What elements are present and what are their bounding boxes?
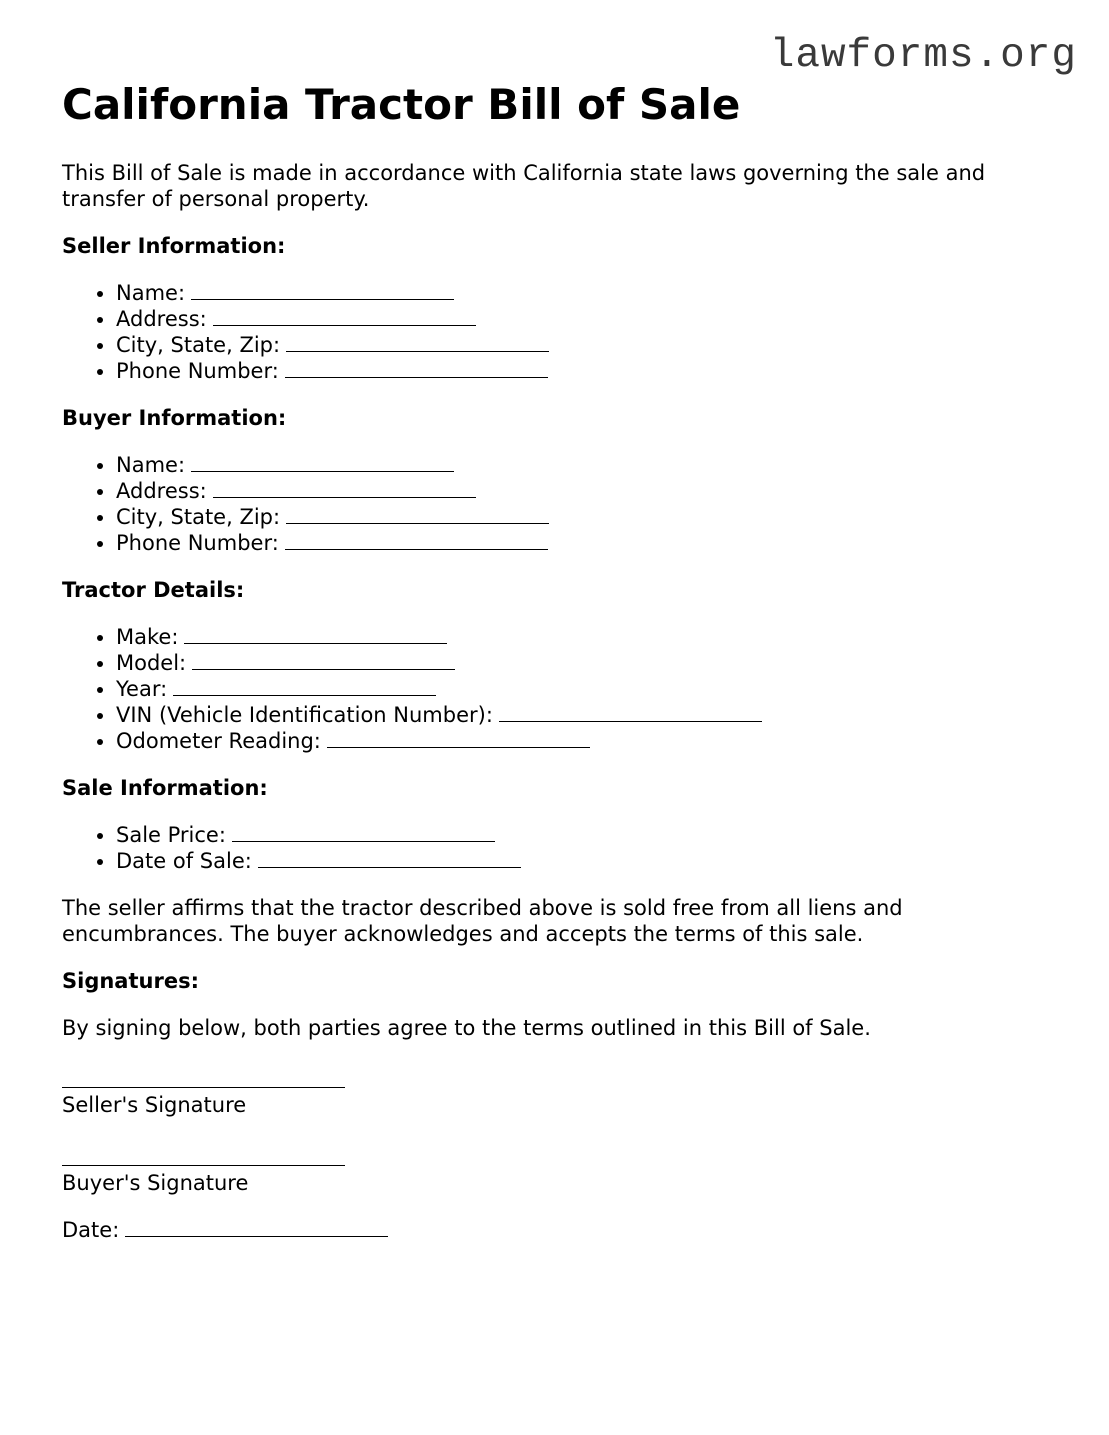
- document-page: [62, 78, 1062, 1243]
- signatures-heading: Signatures:: [62, 969, 199, 993]
- list-item: [116, 624, 1062, 650]
- tractor-heading: Tractor Details:: [62, 578, 245, 602]
- field-label: Year:: [116, 677, 168, 701]
- list-item: [116, 504, 1062, 530]
- buyer-heading: Buyer Information:: [62, 406, 287, 430]
- signatures-intro: By signing below, both parties agree to the terms outlined in this Bill of Sale.: [62, 1016, 871, 1040]
- seller-signature-block: [62, 1087, 1062, 1118]
- list-item: [116, 358, 1062, 384]
- seller-city-state-zip-blank[interactable]: [286, 333, 549, 352]
- field-label: Address:: [116, 479, 207, 503]
- list-item: [116, 452, 1062, 478]
- field-label: Date of Sale:: [116, 849, 252, 873]
- list-item: [116, 676, 1062, 702]
- date-label: Date:: [62, 1218, 120, 1242]
- field-label: Name:: [116, 281, 186, 305]
- seller-address-blank[interactable]: [213, 307, 476, 326]
- signature-date-row: [62, 1217, 1062, 1243]
- tractor-odometer-blank[interactable]: [327, 729, 590, 748]
- buyer-phone-blank[interactable]: [285, 531, 548, 550]
- seller-name-blank[interactable]: [191, 281, 454, 300]
- signature-date-blank[interactable]: [125, 1218, 388, 1237]
- site-watermark: lawforms.org: [769, 33, 1077, 79]
- intro-paragraph: This Bill of Sale is made in accordance with California state laws governing the sale and transfer of personal property.: [62, 161, 986, 211]
- list-item: [116, 848, 1062, 874]
- buyer-signature-label: Buyer's Signature: [62, 1171, 249, 1195]
- seller-phone-blank[interactable]: [285, 359, 548, 378]
- tractor-vin-blank[interactable]: [499, 703, 762, 722]
- buyer-address-blank[interactable]: [213, 479, 476, 498]
- seller-signature-label: Seller's Signature: [62, 1093, 247, 1117]
- seller-signature-line[interactable]: [62, 1087, 345, 1088]
- buyer-signature-line[interactable]: [62, 1165, 345, 1166]
- field-label: Address:: [116, 307, 207, 331]
- field-label: City, State, Zip:: [116, 333, 281, 357]
- field-label: Phone Number:: [116, 359, 279, 383]
- sale-date-blank[interactable]: [258, 849, 521, 868]
- list-item: [116, 728, 1062, 754]
- field-label: VIN (Vehicle Identification Number):: [116, 703, 493, 727]
- sale-price-blank[interactable]: [232, 823, 495, 842]
- buyer-name-blank[interactable]: [191, 453, 454, 472]
- buyer-signature-block: [62, 1165, 1062, 1196]
- tractor-field-list: [62, 624, 1062, 754]
- field-label: Make:: [116, 625, 179, 649]
- list-item: [116, 650, 1062, 676]
- buyer-field-list: [62, 452, 1062, 556]
- field-label: Phone Number:: [116, 531, 279, 555]
- sale-heading: Sale Information:: [62, 776, 268, 800]
- buyer-city-state-zip-blank[interactable]: [286, 505, 549, 524]
- sale-field-list: [62, 822, 1062, 874]
- list-item: [116, 702, 1062, 728]
- field-label: Name:: [116, 453, 186, 477]
- list-item: [116, 280, 1062, 306]
- field-label: Odometer Reading:: [116, 729, 321, 753]
- list-item: [116, 332, 1062, 358]
- list-item: [116, 822, 1062, 848]
- field-label: Sale Price:: [116, 823, 226, 847]
- tractor-make-blank[interactable]: [184, 625, 447, 644]
- field-label: Model:: [116, 651, 187, 675]
- affirmation-paragraph: The seller affirms that the tractor described above is sold free from all liens and encumbrances. The buyer acknowledges and accepts the terms of this sale.: [62, 896, 903, 946]
- list-item: [116, 306, 1062, 332]
- seller-field-list: [62, 280, 1062, 384]
- tractor-year-blank[interactable]: [173, 677, 436, 696]
- page-title: California Tractor Bill of Sale: [62, 80, 741, 129]
- list-item: [116, 478, 1062, 504]
- seller-heading: Seller Information:: [62, 234, 286, 258]
- list-item: [116, 530, 1062, 556]
- tractor-model-blank[interactable]: [192, 651, 455, 670]
- field-label: City, State, Zip:: [116, 505, 281, 529]
